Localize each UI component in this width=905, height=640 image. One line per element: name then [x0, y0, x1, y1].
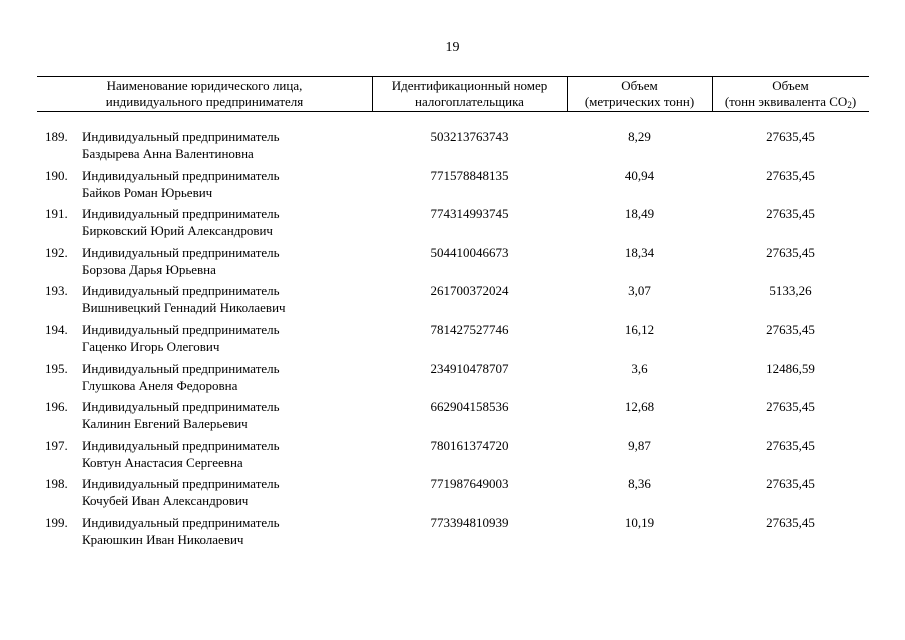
table-row — [37, 514, 869, 553]
row-person: Ковтун Анастасия Сергеевна — [82, 454, 243, 470]
row-inn: 261700372024 — [430, 283, 509, 299]
row-number: 197. — [45, 437, 68, 453]
row-person: Краюшкин Иван Николаевич — [82, 531, 244, 547]
row-volume: 40,94 — [624, 167, 655, 183]
row-number: 194. — [45, 321, 68, 337]
row-inn: 662904158536 — [430, 399, 509, 415]
row-inn: 773394810939 — [430, 514, 509, 530]
row-name — [82, 321, 372, 355]
row-entity-type: Индивидуальный предприниматель — [82, 437, 280, 453]
row-name — [82, 205, 372, 239]
row-entity-type: Индивидуальный предприниматель — [82, 399, 280, 415]
header-co2-line1: Объем — [772, 78, 809, 93]
row-inn: 771987649003 — [430, 476, 509, 492]
row-inn: 780161374720 — [430, 437, 509, 453]
row-name — [82, 128, 372, 162]
header-co2-line2 — [725, 94, 856, 110]
table-row — [37, 475, 869, 514]
row-person: Байков Роман Юрьевич — [82, 184, 213, 200]
row-entity-type: Индивидуальный предприниматель — [82, 476, 280, 492]
row-number: 191. — [45, 206, 68, 222]
row-volume: 9,87 — [628, 437, 651, 453]
header-inn-line2: налогоплательщика — [415, 94, 524, 109]
header-inn-line1: Идентификационный номер — [391, 78, 548, 93]
table-row — [37, 398, 869, 437]
row-volume: 3,07 — [628, 283, 651, 299]
table-row — [37, 128, 869, 167]
row-co2: 27635,45 — [766, 206, 815, 222]
row-entity-type: Индивидуальный предприниматель — [82, 206, 280, 222]
table-body — [37, 128, 869, 553]
row-co2: 27635,45 — [766, 167, 815, 183]
header-volume — [567, 77, 712, 111]
row-co2: 27635,45 — [766, 399, 815, 415]
row-inn: 504410046673 — [430, 244, 509, 260]
header-co2-suffix: ) — [851, 94, 857, 109]
table-row — [37, 244, 869, 283]
table-row — [37, 282, 869, 321]
row-entity-type: Индивидуальный предприниматель — [82, 167, 280, 183]
row-entity-type: Индивидуальный предприниматель — [82, 360, 280, 376]
row-volume: 16,12 — [624, 321, 655, 337]
row-person: Бирковский Юрий Александрович — [82, 223, 273, 239]
row-number: 198. — [45, 476, 68, 492]
header-volume-line1: Объем — [621, 78, 658, 93]
row-inn: 781427527746 — [430, 321, 509, 337]
row-entity-type: Индивидуальный предприниматель — [82, 321, 280, 337]
row-name — [82, 475, 372, 509]
row-volume: 18,34 — [624, 244, 655, 260]
row-name — [82, 398, 372, 432]
row-name — [82, 167, 372, 201]
row-name — [82, 514, 372, 548]
row-number: 195. — [45, 360, 68, 376]
row-co2: 27635,45 — [766, 321, 815, 337]
row-number: 193. — [45, 283, 68, 299]
table-row — [37, 321, 869, 360]
table-header — [37, 76, 869, 112]
header-inn — [372, 77, 567, 111]
header-volume-line2: (метрических тонн) — [584, 94, 695, 109]
table-row — [37, 437, 869, 476]
row-number: 189. — [45, 129, 68, 144]
row-name — [82, 244, 372, 278]
row-entity-type: Индивидуальный предприниматель — [82, 283, 280, 299]
row-name — [82, 437, 372, 471]
row-entity-type: Индивидуальный предприниматель — [82, 244, 280, 260]
header-name-line1: Наименование юридического лица, — [106, 78, 303, 93]
row-volume: 12,68 — [624, 399, 655, 415]
row-inn: 234910478707 — [430, 360, 509, 376]
row-co2: 27635,45 — [766, 244, 815, 260]
row-co2: 27635,45 — [766, 129, 815, 144]
row-person: Глушкова Анеля Федоровна — [82, 377, 238, 393]
row-person: Гаценко Игорь Олегович — [82, 338, 220, 354]
row-number: 199. — [45, 514, 68, 530]
table-row — [37, 167, 869, 206]
row-person: Вишнивецкий Геннадий Николаевич — [82, 300, 286, 316]
row-number: 192. — [45, 244, 68, 260]
header-co2-prefix: (тонн эквивалента CO — [724, 94, 848, 109]
header-co2-subscript: 2 — [847, 100, 852, 110]
row-number: 190. — [45, 167, 68, 183]
table-row — [37, 205, 869, 244]
row-co2: 27635,45 — [766, 437, 815, 453]
entities-table — [37, 76, 869, 553]
row-volume: 18,49 — [624, 206, 655, 222]
row-person: Кочубей Иван Александрович — [82, 493, 249, 509]
row-person: Баздырева Анна Валентиновна — [82, 146, 254, 161]
page-number: 19 — [445, 40, 460, 55]
row-inn: 503213763743 — [430, 129, 509, 144]
row-volume: 8,29 — [628, 129, 651, 144]
header-co2 — [712, 77, 869, 111]
row-entity-type: Индивидуальный предприниматель — [82, 129, 280, 144]
row-inn: 771578848135 — [430, 167, 509, 183]
row-number: 196. — [45, 399, 68, 415]
table-row — [37, 360, 869, 399]
row-co2: 5133,26 — [769, 283, 812, 299]
row-volume: 3,6 — [631, 360, 648, 376]
row-name — [82, 282, 372, 316]
row-volume: 8,36 — [628, 476, 651, 492]
row-co2: 27635,45 — [766, 476, 815, 492]
row-co2: 12486,59 — [766, 360, 815, 376]
row-person: Калинин Евгений Валерьевич — [82, 416, 248, 432]
row-person: Борзова Дарья Юрьевна — [82, 261, 216, 277]
row-inn: 774314993745 — [430, 206, 509, 222]
header-name — [37, 77, 372, 111]
row-volume: 10,19 — [624, 514, 655, 530]
header-name-line2: индивидуального предпринимателя — [105, 94, 304, 109]
row-entity-type: Индивидуальный предприниматель — [82, 514, 280, 530]
row-name — [82, 360, 372, 394]
row-co2: 27635,45 — [766, 514, 815, 530]
